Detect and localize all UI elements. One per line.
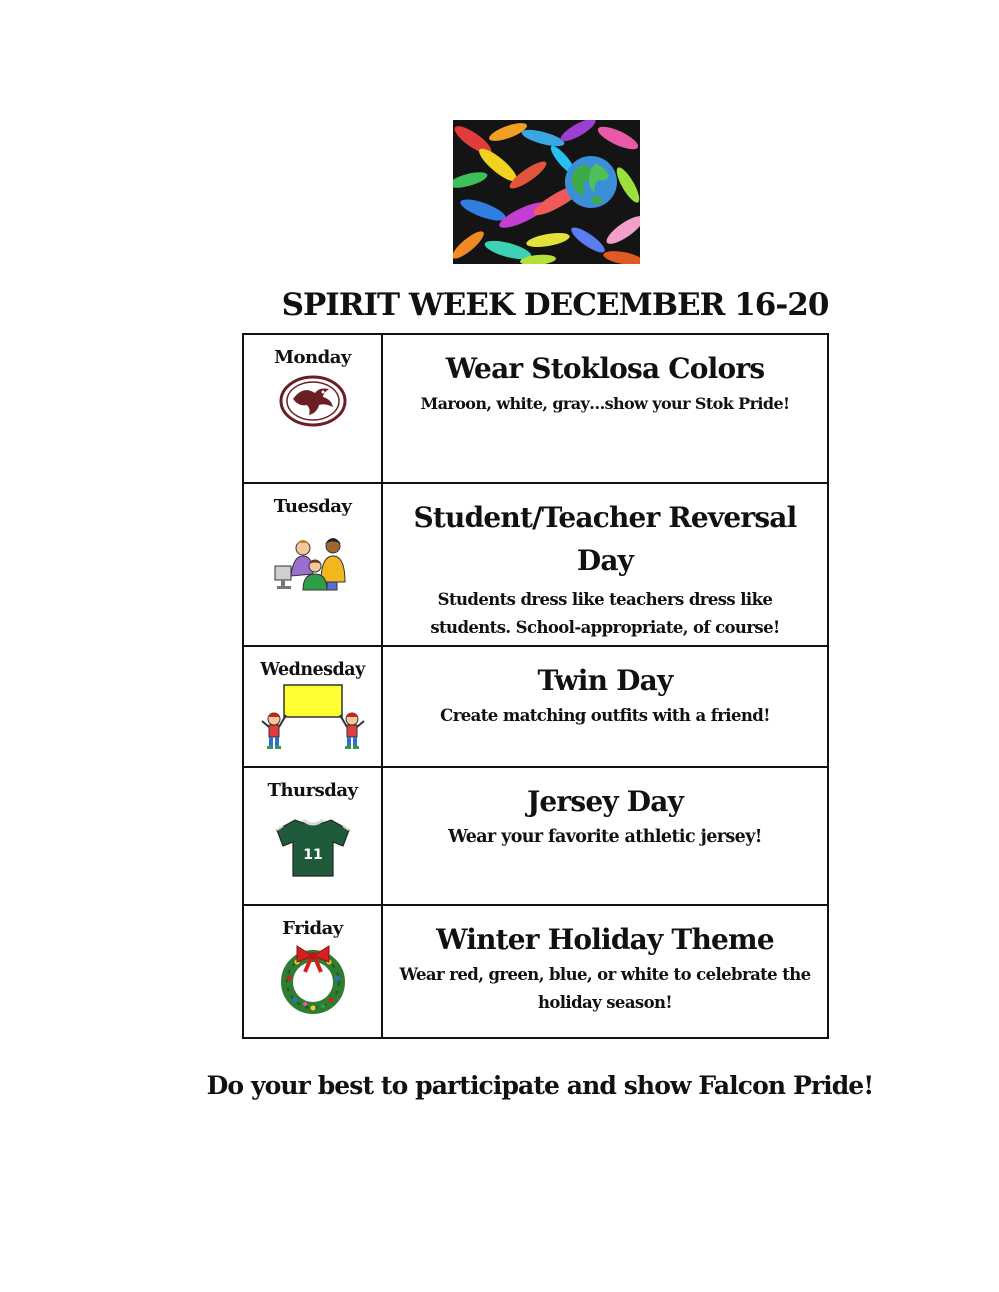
page-title: SPIRIT WEEK DECEMBER 16-20 [281,287,829,323]
event-description-monday: Maroon, white, gray…show your Stok Pride! [420,394,790,413]
day-cell [243,646,382,767]
day-cell [243,767,382,905]
event-title-tuesday: Student/Teacher Reversal Day [413,501,797,577]
schedule-row-friday [243,905,828,1038]
day-cell [243,334,382,483]
event-title-monday: Wear Stoklosa Colors [445,352,765,385]
event-title-thursday: Jersey Day [526,785,684,818]
day-label-friday: Friday [282,918,343,939]
schedule-row-monday [243,334,828,483]
event-cell [382,905,828,1038]
day-label-thursday: Thursday [267,780,358,801]
jersey-number: 11 [302,847,323,863]
jersey-icon [273,816,353,878]
twins-banner-icon [258,683,368,751]
event-cell [382,646,828,767]
hands-globe-collage-image [453,120,640,264]
day-cell [243,483,382,646]
day-label-tuesday: Tuesday [273,496,352,517]
event-title-friday: Winter Holiday Theme [436,923,774,956]
event-description-friday: Wear red, green, blue, or white to celebrate the holiday season! [399,965,811,1012]
event-description-wednesday: Create matching outfits with a friend! [440,706,770,725]
day-label-wednesday: Wednesday [260,660,365,680]
falcon-logo-icon [279,375,347,427]
day-cell [243,905,382,1038]
event-description-thursday: Wear your favorite athletic jersey! [448,827,762,847]
footer-message: Do your best to participate and show Falcon Pride! [206,1071,874,1100]
event-cell [382,483,828,646]
event-description-tuesday: Students dress like teachers dress like students. School-appropriate, of course! [430,590,780,637]
spirit-week-schedule-table [242,333,829,1039]
event-cell [382,334,828,483]
schedule-row-thursday [243,767,828,905]
schedule-row-tuesday [243,483,828,646]
wreath-icon [275,942,351,1014]
event-cell [382,767,828,905]
schedule-row-wednesday [243,646,828,767]
event-title-wednesday: Twin Day [537,664,673,697]
day-label-monday: Monday [274,347,351,368]
student-teacher-icon [273,536,353,596]
